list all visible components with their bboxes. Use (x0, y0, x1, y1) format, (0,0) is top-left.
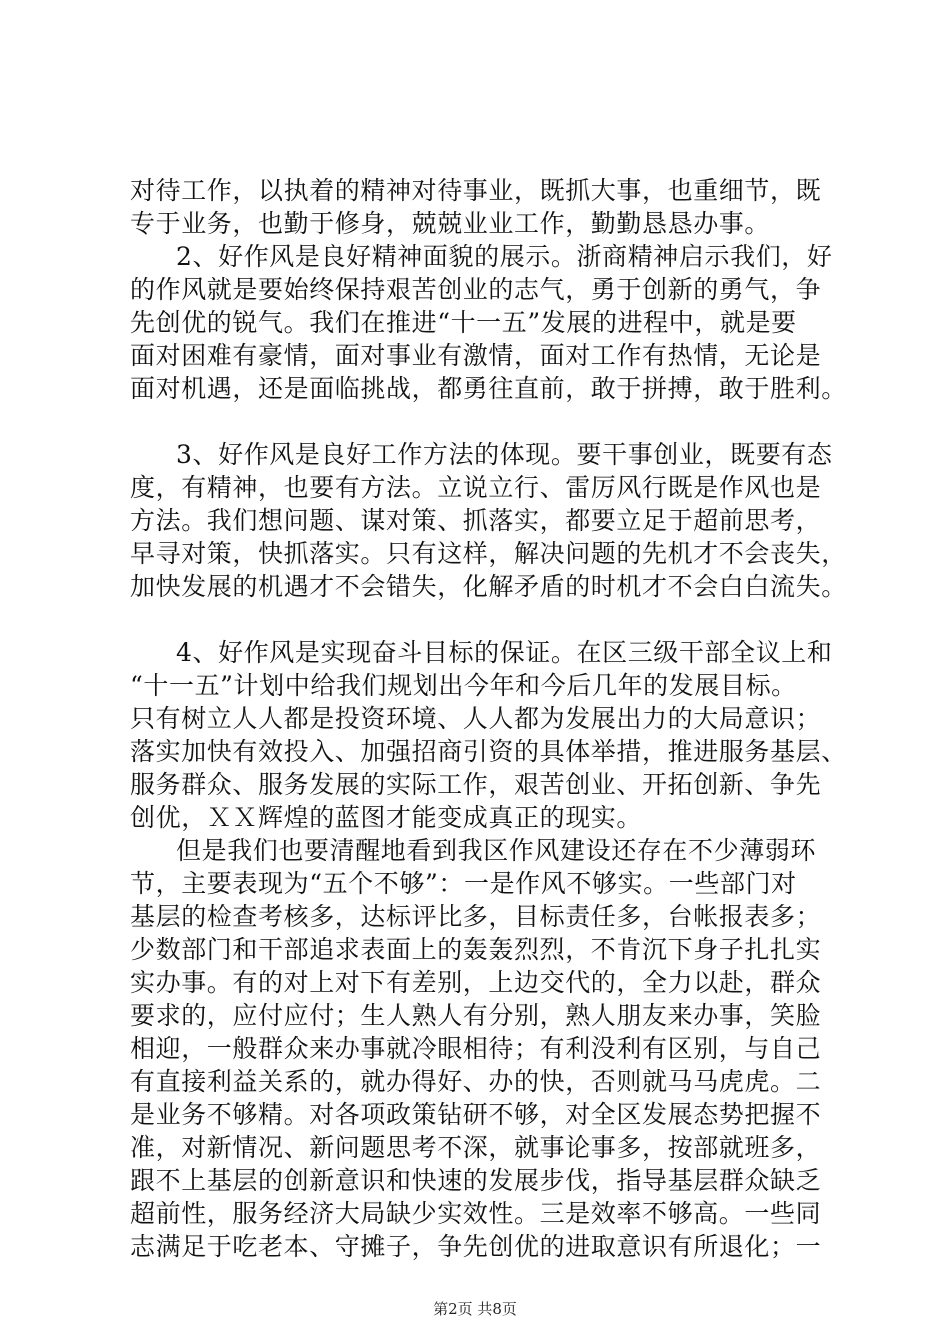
page-number: 第2页 共8页 (433, 1300, 517, 1318)
text-line: 2、好作风是良好精神面貌的展示。浙商精神启示我们，好 (176, 242, 833, 271)
text-line: 加快发展的机遇才不会错失，化解矛盾的时机才不会白白流失。 (130, 572, 847, 601)
text-line: “十一五”计划中给我们规划出今年和今后几年的发展目标。 (130, 671, 797, 700)
document-body (130, 174, 847, 1263)
text-line: 要求的，应付应付；生人熟人有分别，熟人朋友来办事，笑脸 (130, 1001, 822, 1030)
page-footer (0, 1298, 950, 1319)
text-line: 少数部门和干部追求表面上的轰轰烈烈，不肯沉下身子扎扎实 (130, 935, 822, 964)
paragraph (130, 636, 847, 834)
text-line: 服务群众、服务发展的实际工作，艰苦创业、开拓创新、争先 (130, 770, 822, 799)
text-line: 专于业务，也勤于修身，兢兢业业工作，勤勤恳恳办事。 (130, 209, 771, 238)
text-line: 实办事。有的对上对下有差别，上边交代的，全力以赴，群众 (130, 968, 822, 997)
paragraph-gap (130, 603, 830, 636)
text-line: 节，主要表现为“五个不够”：一是作风不够实。一些部门对 (130, 869, 797, 898)
text-line: 先创优的锐气。我们在推进“十一五”发展的进程中，就是要 (130, 308, 797, 337)
text-line: 4、好作风是实现奋斗目标的保证。在区三级干部全议上和 (176, 638, 833, 667)
text-line: 准，对新情况、新问题思考不深，就事论事多，按部就班多， (130, 1133, 822, 1162)
paragraph (130, 438, 847, 603)
text-line: 度，有精神，也要有方法。立说立行、雷厉风行既是作风也是 (130, 473, 822, 502)
text-line: 有直接利益关系的，就办得好、办的快，否则就马马虎虎。二 (130, 1067, 822, 1096)
text-line: 对待工作，以执着的精神对待事业，既抓大事，也重细节，既 (130, 176, 822, 205)
text-line: 基层的检查考核多，达标评比多，目标责任多，台帐报表多； (130, 902, 822, 931)
text-line: 超前性，服务经济大局缺少实效性。三是效率不够高。一些同 (130, 1199, 822, 1228)
paragraph (130, 834, 830, 1263)
text-line: 早寻对策，快抓落实。只有这样，解决问题的先机才不会丧失， (130, 539, 847, 568)
text-line: 落实加快有效投入、加强招商引资的具体举措，推进服务基层、 (130, 737, 847, 766)
paragraph-gap (130, 405, 830, 438)
text-line: 的作风就是要始终保持艰苦创业的志气，勇于创新的勇气，争 (130, 275, 822, 304)
text-line: 创优，ＸＸ辉煌的蓝图才能变成真正的现实。 (130, 803, 643, 832)
text-line: 但是我们也要清醒地看到我区作风建设还存在不少薄弱环 (176, 836, 817, 865)
text-line: 是业务不够精。对各项政策钻研不够，对全区发展态势把握不 (130, 1100, 822, 1129)
text-line: 跟不上基层的创新意识和快速的发展步伐，指导基层群众缺乏 (130, 1166, 822, 1195)
text-line: 面对困难有豪情，面对事业有激情，面对工作有热情，无论是 (130, 341, 822, 370)
text-line: 面对机遇，还是面临挑战，都勇往直前，敢于拼搏，敢于胜利。 (130, 374, 847, 403)
text-line: 3、好作风是良好工作方法的体现。要干事创业，既要有态 (176, 440, 833, 469)
text-line: 只有树立人人都是投资环境、人人都为发展出力的大局意识； (130, 704, 822, 733)
text-line: 方法。我们想问题、谋对策、抓落实，都要立足于超前思考， (130, 506, 822, 535)
paragraph (130, 174, 830, 240)
paragraph (130, 240, 847, 405)
text-line: 相迎，一般群众来办事就冷眼相待；有利没利有区别，与自己 (130, 1034, 822, 1063)
text-line: 志满足于吃老本、守摊子，争先创优的进取意识有所退化；一 (130, 1232, 822, 1261)
